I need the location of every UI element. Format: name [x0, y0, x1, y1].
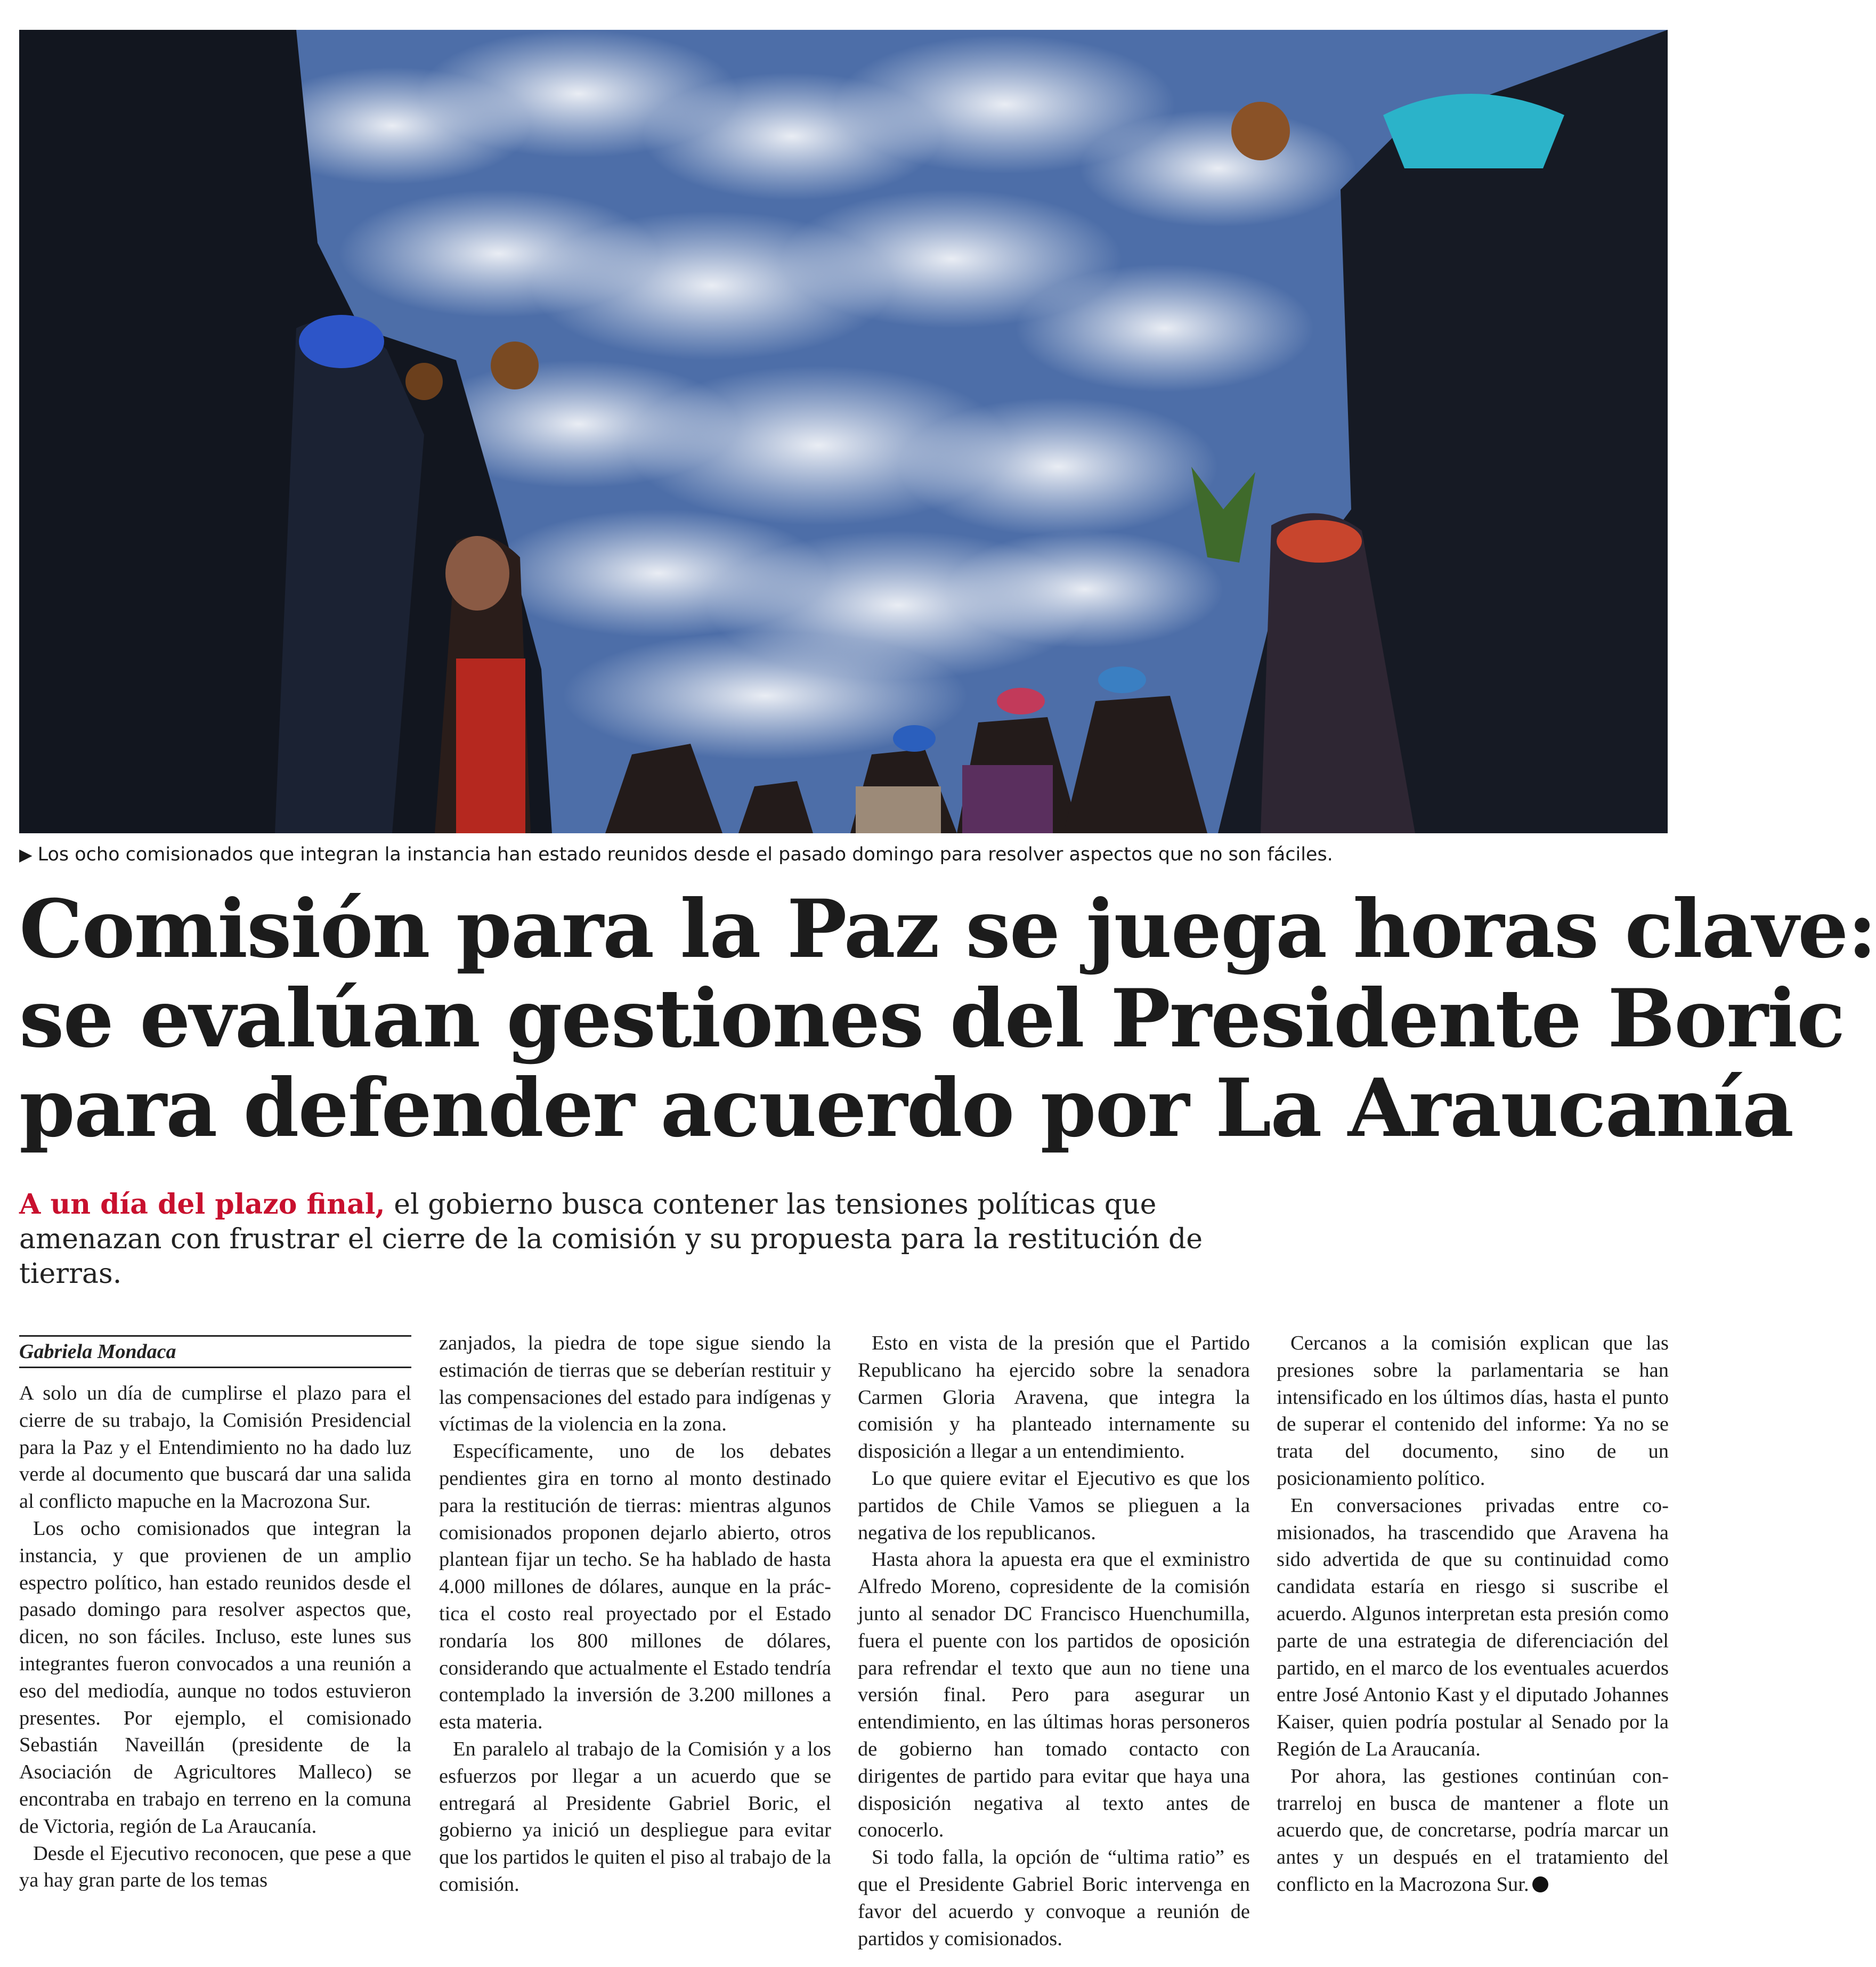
article-column-3: [858, 1330, 1250, 1952]
paragraph: Desde el Ejecutivo reconocen, que pese a que ya hay gran parte de los temas: [19, 1842, 411, 1892]
paragraph: Esto en vista de la presión que el Partido Republicano ha ejercido sobre la senadora Carmen Gloria Aravena, que integra la comisión y ha planteado internamente su disposición a llegar a un entendimiento.: [858, 1332, 1250, 1463]
end-of-article-icon: [1532, 1876, 1548, 1892]
photo-caption: [19, 842, 1668, 867]
headline-line-1: Comisión para la Paz se juega horas clave:: [19, 882, 1876, 976]
paragraph: A solo un día de cumplirse el plazo para el cierre de su trabajo, la Comisión Presidencial para la Paz y el Entendimiento no ha dado luz verde al documento que buscará dar una salida al conflicto mapuche en la Macrozona Sur.: [19, 1382, 411, 1513]
paragraph: En conversaciones privadas entre comisionados, ha trascendido que Aravena ha sido advertida de que su continuidad como candidata estaría en riesgo si suscribe el acuerdo. Algunos interpretan esta presión como parte de una estrategia de diferenciación del partido, en el marco de los eventuales acuerdos entre José Antonio Kast y el diputado Johannes Kaiser, quien podría postular al Senado por la Región de La Araucanía.: [1277, 1494, 1669, 1760]
paragraph-text: Por ahora, las gestiones continúan contrarreloj en busca de mantener a flote un acuerdo que, de concretarse, podría marcar un antes y un después en el tratamiento del conflicto en la Macrozona Sur.: [1277, 1765, 1669, 1896]
paragraph: Los ocho comisionados que integran la instancia, y que provienen de un amplio espectro político, han estado reunidos desde el pasado domingo para resolver aspectos que, dicen, no son fáciles. Incluso, este lunes sus integrantes fueron convocados a una reunión a eso del mediodía, aunque no todos estuvieron presentes. Por ejemplo, el comisionado Sebastián Naveillán (presidente de la Asociación de Agricultores Malleco) se encontraba en trabajo en terreno en la comuna de Victoria, región de La Araucanía.: [19, 1517, 411, 1838]
lead-kicker: A un día del plazo final,: [19, 1188, 385, 1221]
paragraph: Hasta ahora la apuesta era que el exministro Alfredo Moreno, copresidente de la comisión junto al senador DC Francisco Huenchumilla, fuera el puente con los partidos de oposición para refrendar el texto que aun no tiene una versión final. Pero para asegurar un entendimiento, en las últimas horas personeros de gobierno han tomado contacto con dirigentes de partido para evitar que haya una disposición negativa al texto antes de conocerlo.: [858, 1548, 1250, 1842]
last-paragraph: [1277, 1763, 1669, 1898]
lead-text: el gobierno busca contener las tensiones políticas que amenazan con frustrar el cierre de la comisión y su propuesta para la restitución de tierras.: [19, 1189, 1203, 1290]
paragraph: Lo que quiere evitar el Ejecutivo es que los partidos de Chile Vamos se plieguen a la negativa de los republicanos.: [858, 1467, 1250, 1544]
byline: Gabriela Mondaca: [19, 1335, 411, 1368]
caption-text: Los ocho comisionados que integran la instancia han estado reunidos desde el pasado domingo para resolver aspectos que no son fáciles.: [37, 844, 1333, 865]
article-column-1: [19, 1330, 411, 1894]
paragraph: Específicamente, uno de los debates pendientes gira en torno al monto destinado para la restitución de tierras: mientras algunos comisionados proponen dejarlo abierto, otros plantean fijar un techo. Se ha hablado de hasta 4.000 millones de dólares, aunque en la práctica el costo real proyectado por el Estado rondaría los 800 millones de dólares, considerando que actualmente el Estado tendría contemplado la inversión de 3.200 millones a esta materia.: [439, 1440, 831, 1734]
paragraph: zanjados, la piedra de tope sigue siendo la estimación de tierras que se deberían restituir y las compensaciones del estado para indígenas y víctimas de la violencia en la zona.: [439, 1332, 831, 1436]
headline-line-2: se evalúan gestiones del Presidente Boric: [19, 972, 1845, 1066]
paragraph: Cercanos a la comisión explican que las presiones sobre la parlamentaria se han intensificado en los últimos días, hasta el punto de superar el contenido del informe: Ya no se trata del documento, sino de un posicionamiento político.: [1277, 1332, 1669, 1490]
headline-line-3: para defender acuerdo por La Araucanía: [19, 1061, 1793, 1155]
headline: [19, 882, 1876, 1155]
paragraph: En paralelo al trabajo de la Comisión y a los esfuerzos por llegar a un acuerdo que se entregará al Presidente Gabriel Boric, el gobierno ya inició un despliegue para evitar que los partidos le quiten el piso al trabajo de la comisión.: [439, 1737, 831, 1896]
article-column-4: [1277, 1330, 1669, 1898]
paragraph: Si todo falla, la opción de “ultima ratio” es que el Presidente Gabriel Boric intervenga en favor del acuerdo y convoque a reunión de partidos y comisionados.: [858, 1846, 1250, 1950]
article-column-2: [439, 1330, 831, 1898]
caption-marker-icon: ▶: [19, 844, 33, 865]
lead-paragraph: [19, 1187, 1245, 1291]
article-photo: [19, 30, 1668, 833]
